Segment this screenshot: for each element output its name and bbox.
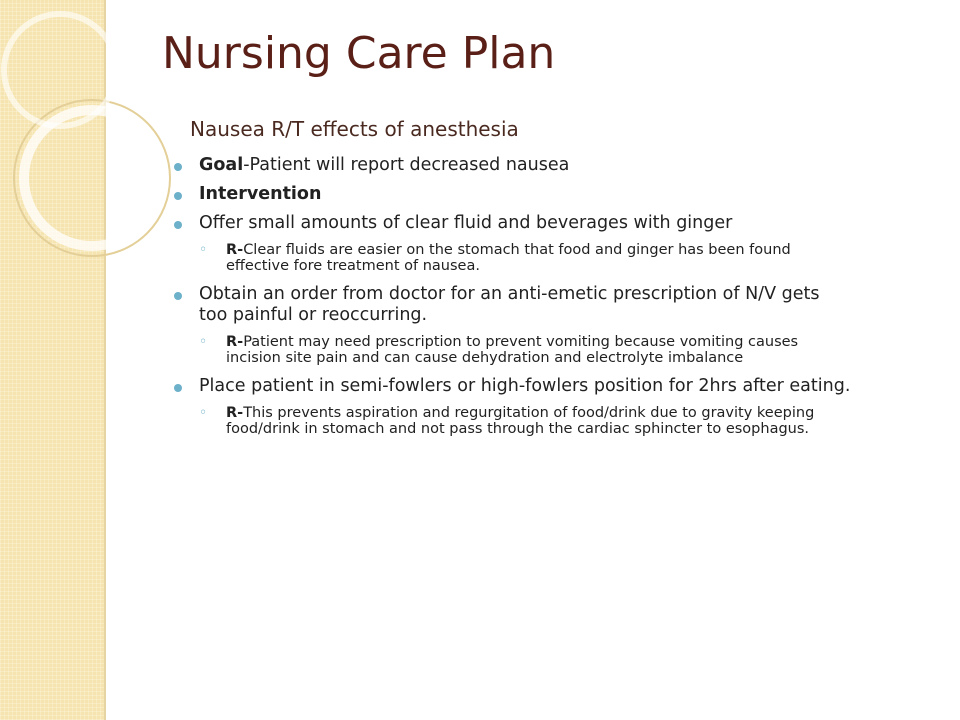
- list-item-intervention-1: [174, 213, 944, 234]
- list-item-intervention-2: [174, 284, 944, 326]
- rationale-2-line2: incision site pain and can cause dehydration and electrolyte imbalance: [226, 350, 744, 366]
- list-item-intervention-3: [174, 376, 944, 397]
- goal-text: -Patient will report decreased nausea: [243, 155, 570, 175]
- rationale-1-label: R-: [226, 242, 244, 258]
- intervention-2-line1: Obtain an order from doctor for an anti-emetic prescription of N/V gets: [199, 284, 820, 304]
- slide-subtitle: Nausea R/T effects of anesthesia: [190, 117, 519, 141]
- list-item-rationale-3: [174, 405, 944, 437]
- intervention-2-line2: too painful or reoccurring.: [199, 305, 428, 325]
- rationale-1-line2: effective fore treatment of nausea.: [226, 258, 480, 274]
- bullet-list: [174, 155, 944, 447]
- rationale-3-line2: food/drink in stomach and not pass through the cardiac sphincter to esophagus.: [226, 421, 810, 437]
- intervention-3-text: Place patient in semi-fowlers or high-fowlers position for 2hrs after eating.: [199, 376, 851, 396]
- list-item-rationale-2: [174, 334, 944, 366]
- rationale-3-line1: This prevents aspiration and regurgitation of food/drink due to gravity keeping: [243, 405, 815, 421]
- list-item-goal: [174, 155, 944, 176]
- list-item-rationale-1: [174, 242, 944, 274]
- intervention-label: Intervention: [199, 184, 322, 204]
- rationale-3-label: R-: [226, 405, 244, 421]
- rationale-2-label: R-: [226, 334, 244, 350]
- list-item-intervention: [174, 184, 944, 205]
- goal-label: Goal: [199, 155, 244, 175]
- rationale-1-line1: Clear fluids are easier on the stomach that food and ginger has been found: [243, 242, 791, 258]
- rationale-2-line1: Patient may need prescription to prevent vomiting because vomiting causes: [243, 334, 799, 350]
- intervention-1-text: Offer small amounts of clear fluid and beverages with ginger: [199, 213, 733, 233]
- slide-title: Nursing Care Plan: [162, 28, 556, 79]
